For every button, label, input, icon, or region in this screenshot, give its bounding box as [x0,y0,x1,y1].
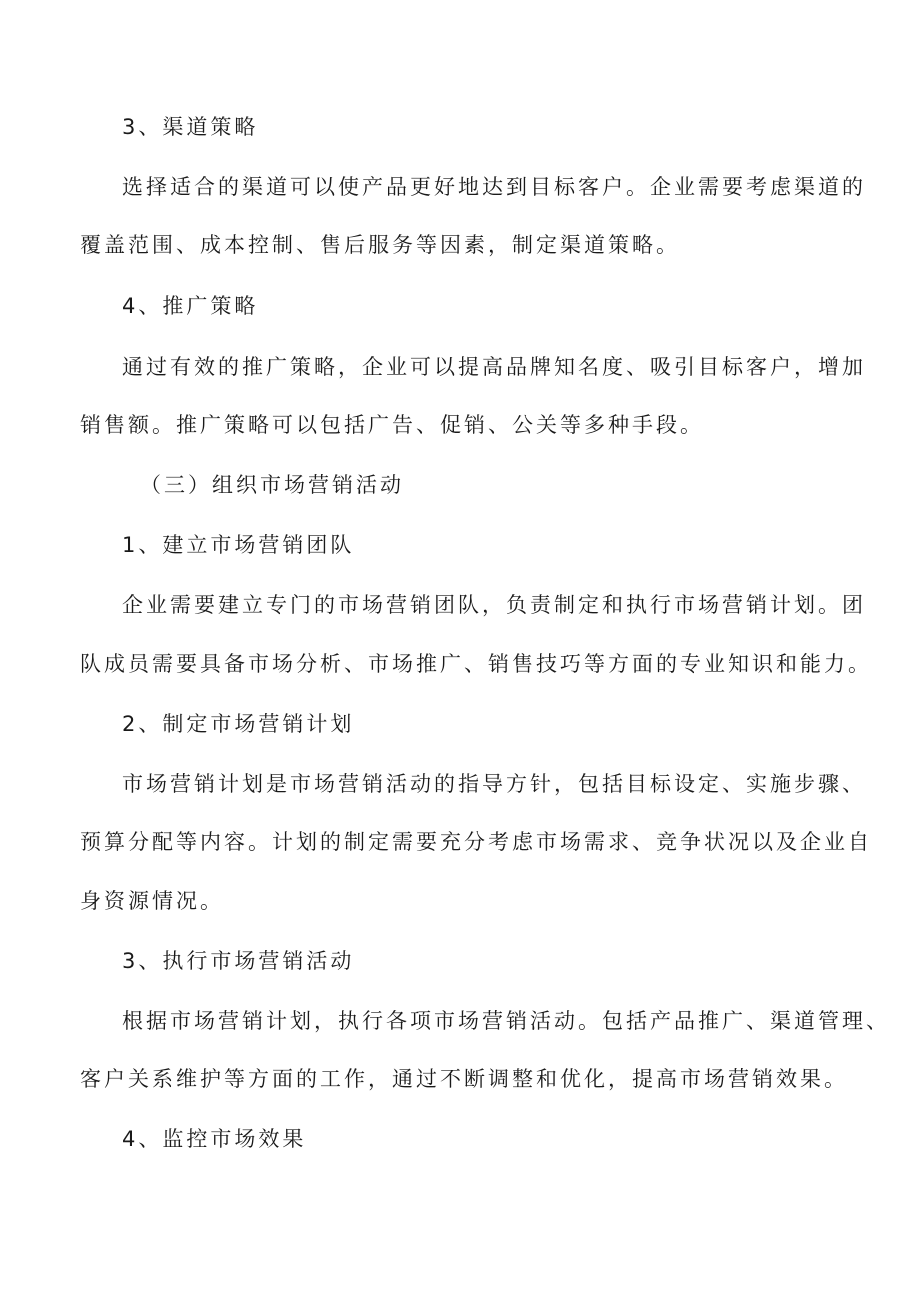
heading-channel-strategy: 3、渠道策略 [122,115,259,139]
heading-build-team: 1、建立市场营销团队 [122,533,355,557]
paragraph-promotion-line-2: 销售额。推广策略可以包括广告、促销、公关等多种手段。 [80,413,704,437]
paragraph-channel-line-2: 覆盖范围、成本控制、售后服务等因素，制定渠道策略。 [80,233,680,257]
paragraph-team-line-2: 队成员需要具备市场分析、市场推广、销售技巧等方面的专业知识和能力。 [80,652,872,676]
paragraph-execute-line-1: 根据市场营销计划，执行各项市场营销活动。包括产品推广、渠道管理、 [122,1009,890,1033]
paragraph-plan-line-3: 身资源情况。 [80,889,224,913]
paragraph-plan-line-1: 市场营销计划是市场营销活动的指导方针，包括目标设定、实施步骤、 [122,772,866,796]
paragraph-team-line-1: 企业需要建立专门的市场营销团队，负责制定和执行市场营销计划。团 [122,593,866,617]
section-heading-organize-marketing: （三）组织市场营销活动 [140,473,404,497]
paragraph-channel-line-1: 选择适合的渠道可以使产品更好地达到目标客户。企业需要考虑渠道的 [122,175,866,199]
paragraph-execute-line-2: 客户关系维护等方面的工作，通过不断调整和优化，提高市场营销效果。 [80,1067,848,1091]
paragraph-promotion-line-1: 通过有效的推广策略，企业可以提高品牌知名度、吸引目标客户，增加 [122,355,866,379]
heading-make-plan: 2、制定市场营销计划 [122,712,355,736]
heading-execute-activities: 3、执行市场营销活动 [122,949,355,973]
heading-promotion-strategy: 4、推广策略 [122,294,259,318]
heading-monitor-effect: 4、监控市场效果 [122,1127,307,1151]
paragraph-plan-line-2: 预算分配等内容。计划的制定需要充分考虑市场需求、竞争状况以及企业自 [80,830,872,854]
